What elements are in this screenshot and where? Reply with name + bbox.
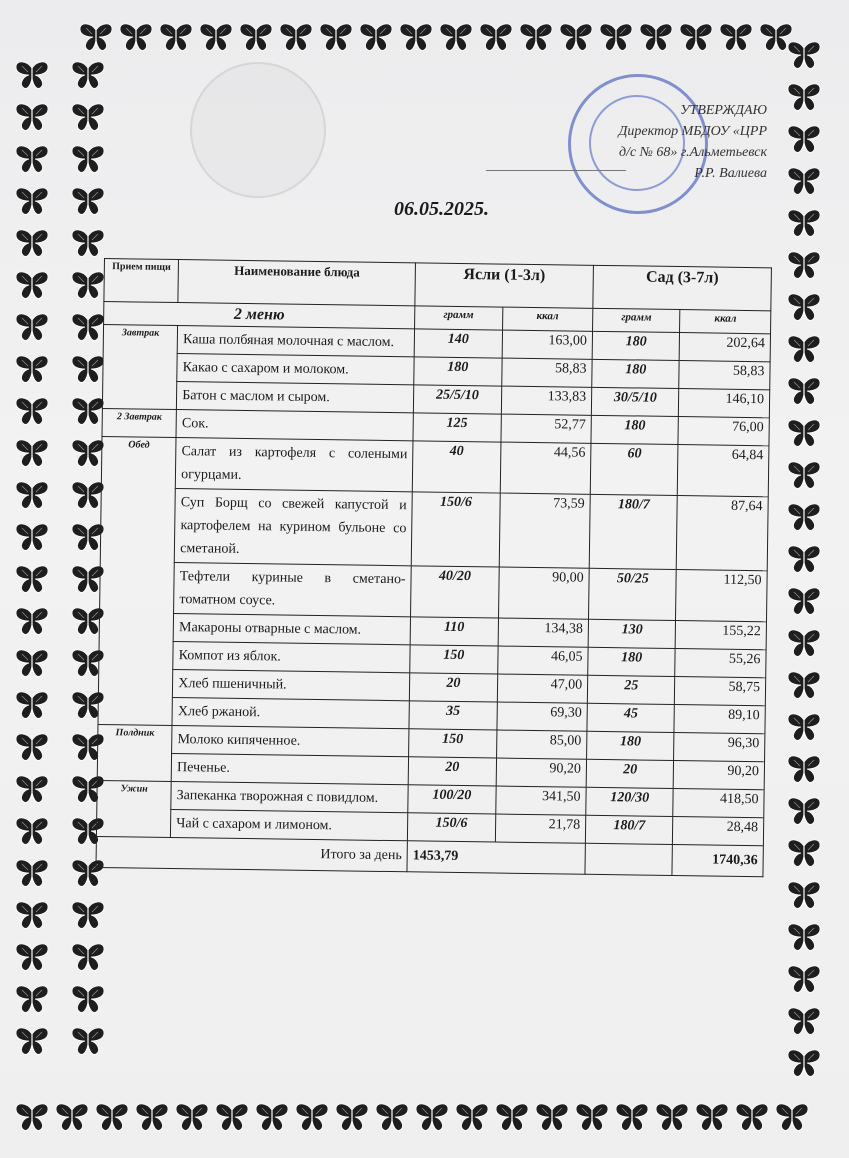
col-group2-header: Сад (3-7л) <box>593 265 772 310</box>
butterfly-icon <box>278 22 314 52</box>
meal-name: Завтрак <box>102 325 177 410</box>
butterfly-icon <box>786 628 822 658</box>
kcal-group2: 76,00 <box>678 417 769 446</box>
butterfly-icon <box>198 22 234 52</box>
butterfly-icon <box>70 312 106 342</box>
butterfly-icon <box>598 22 634 52</box>
col-meal-header: Прием пищи <box>104 259 179 303</box>
butterfly-icon <box>786 376 822 406</box>
butterfly-icon <box>786 292 822 322</box>
dish-name: Тефтели куриные в сметано-томатном соусе. <box>174 563 412 617</box>
butterfly-icon <box>14 774 50 804</box>
butterfly-icon <box>786 544 822 574</box>
butterfly-icon <box>786 460 822 490</box>
butterfly-icon <box>414 1102 450 1132</box>
kcal-group1: 133,83 <box>501 386 592 415</box>
butterfly-icon <box>14 984 50 1014</box>
kcal-group1: 21,78 <box>495 814 586 843</box>
dish-name: Салат из картофеля с солеными огурцами. <box>176 438 414 492</box>
butterfly-icon <box>70 186 106 216</box>
faded-seal <box>190 62 326 198</box>
butterfly-icon <box>786 166 822 196</box>
butterfly-icon <box>786 334 822 364</box>
kcal-group2: 64,84 <box>678 445 769 497</box>
butterfly-icon <box>318 22 354 52</box>
kcal-group2: 58,75 <box>675 677 766 706</box>
butterfly-icon <box>14 102 50 132</box>
kcal-group2: 55,26 <box>675 649 766 678</box>
butterfly-icon <box>774 1102 810 1132</box>
butterfly-icon <box>70 270 106 300</box>
total-group1: 1453,79 <box>407 841 585 874</box>
butterfly-icon <box>14 480 50 510</box>
butterfly-icon <box>694 1102 730 1132</box>
menu-date: 06.05.2025. <box>394 198 489 220</box>
grams-group1: 150 <box>410 645 498 674</box>
table-row <box>101 436 769 496</box>
butterfly-icon <box>14 900 50 930</box>
meal-name: Полдник <box>97 724 172 781</box>
kcal-group1: 134,38 <box>498 618 589 647</box>
butterfly-icon <box>54 1102 90 1132</box>
kcal-group1: 85,00 <box>496 730 587 759</box>
butterfly-icon <box>70 1026 106 1056</box>
kcal-group1: 58,83 <box>501 358 592 387</box>
kcal-group1: 69,30 <box>497 702 588 731</box>
grams-group2: 180 <box>587 731 675 760</box>
grams-group2: 50/25 <box>589 568 677 620</box>
dish-name: Какао с сахаром и молоком. <box>177 354 414 385</box>
dish-name: Хлеб ржаной. <box>172 698 409 729</box>
butterfly-icon <box>518 22 554 52</box>
kcal-group2: 90,20 <box>674 761 765 790</box>
dish-name: Молоко кипяченное. <box>172 725 409 756</box>
butterfly-icon <box>438 22 474 52</box>
butterfly-icon <box>786 1048 822 1078</box>
butterfly-icon <box>574 1102 610 1132</box>
butterfly-icon <box>94 1102 130 1132</box>
kcal-group2: 87,64 <box>677 496 769 571</box>
butterfly-icon <box>786 838 822 868</box>
butterfly-icon <box>254 1102 290 1132</box>
grams-group2: 60 <box>590 443 678 495</box>
butterfly-icon <box>14 396 50 426</box>
butterfly-icon <box>14 732 50 762</box>
meal-name: Обед <box>98 436 176 725</box>
grams-group2: 45 <box>587 703 675 732</box>
approve-director: Директор МБДОУ «ЦРР <box>618 124 767 139</box>
kcal-group2: 418,50 <box>673 789 764 818</box>
dish-name: Макароны отварные с маслом. <box>173 614 410 645</box>
approval-block <box>618 100 767 184</box>
butterfly-icon <box>14 438 50 468</box>
butterfly-icon <box>534 1102 570 1132</box>
butterfly-icon <box>14 522 50 552</box>
grams-group2: 20 <box>586 759 674 788</box>
approve-word: УТВЕРЖДАЮ <box>680 103 767 118</box>
butterfly-icon <box>14 816 50 846</box>
kcal-group1: 47,00 <box>497 674 588 703</box>
approve-org: д/с № 68» г.Альметьевск <box>618 145 767 160</box>
butterfly-icon <box>70 144 106 174</box>
butterfly-icon <box>786 796 822 826</box>
grams-group2: 180/7 <box>585 815 673 844</box>
dish-name: Печенье. <box>171 753 408 784</box>
grams-group1: 20 <box>408 757 496 786</box>
grams-group1: 125 <box>413 413 501 442</box>
butterfly-icon <box>14 144 50 174</box>
butterfly-icon <box>786 40 822 70</box>
butterfly-icon <box>70 984 106 1014</box>
kcal-group1: 163,00 <box>502 330 593 359</box>
butterfly-icon <box>14 606 50 636</box>
butterfly-icon <box>118 22 154 52</box>
dish-name: Хлеб пшеничный. <box>173 670 410 701</box>
table-row <box>100 561 768 621</box>
grams-group2: 30/5/10 <box>591 387 679 416</box>
grams-group1: 180 <box>414 357 502 386</box>
dish-name: Суп Борщ со свежей капустой и картофелем на курином бульоне со сметаной. <box>174 489 412 566</box>
table-row <box>100 487 768 570</box>
butterfly-icon <box>358 22 394 52</box>
dish-name: Каша полбяная молочная с маслом. <box>177 326 414 357</box>
kcal-group2: 155,22 <box>676 621 767 650</box>
butterfly-icon <box>14 228 50 258</box>
signature-line <box>486 170 626 171</box>
kcal-group1: 44,56 <box>500 442 591 494</box>
butterfly-icon <box>70 228 106 258</box>
col-group1-header: Ясли (1-3л) <box>415 263 594 308</box>
dish-name: Чай с сахаром и лимоном. <box>171 809 408 840</box>
grams-group2: 25 <box>587 675 675 704</box>
butterfly-icon <box>14 354 50 384</box>
unit-kcal-2: ккал <box>680 310 771 334</box>
kcal-group1: 90,20 <box>496 758 587 787</box>
dish-name: Запеканка творожная с повидлом. <box>171 781 408 812</box>
butterfly-icon <box>786 586 822 616</box>
grams-group1: 40 <box>412 441 500 493</box>
kcal-group2: 58,83 <box>679 361 770 390</box>
butterfly-icon <box>14 312 50 342</box>
unit-gram-2: грамм <box>593 308 681 332</box>
kcal-group2: 112,50 <box>676 570 767 622</box>
kcal-group2: 89,10 <box>674 705 765 734</box>
grams-group2: 180 <box>592 359 680 388</box>
kcal-group1: 90,00 <box>498 567 589 619</box>
butterfly-icon <box>70 396 106 426</box>
butterfly-icon <box>734 1102 770 1132</box>
dish-name: Компот из яблок. <box>173 642 410 673</box>
butterfly-icon <box>70 60 106 90</box>
grams-group2: 180/7 <box>589 494 677 569</box>
kcal-group1: 46,05 <box>497 646 588 675</box>
butterfly-icon <box>70 900 106 930</box>
kcal-group2: 146,10 <box>679 389 770 418</box>
butterfly-icon <box>14 858 50 888</box>
butterfly-icon <box>786 964 822 994</box>
butterfly-icon <box>294 1102 330 1132</box>
butterfly-icon <box>14 564 50 594</box>
butterfly-icon <box>678 22 714 52</box>
grams-group1: 25/5/10 <box>413 385 501 414</box>
kcal-group2: 96,30 <box>674 733 765 762</box>
grams-group1: 20 <box>409 673 497 702</box>
butterfly-icon <box>786 712 822 742</box>
approve-signer: Р.Р. Валиева <box>694 166 767 181</box>
butterfly-icon <box>454 1102 490 1132</box>
butterfly-icon <box>14 270 50 300</box>
butterfly-icon <box>14 186 50 216</box>
dish-name: Батон с маслом и сыром. <box>177 382 414 413</box>
meal-name: 2 Завтрак <box>102 408 177 437</box>
butterfly-icon <box>614 1102 650 1132</box>
butterfly-icon <box>786 502 822 532</box>
butterfly-icon <box>478 22 514 52</box>
grams-group1: 40/20 <box>411 566 499 618</box>
butterfly-icon <box>786 82 822 112</box>
butterfly-icon <box>786 124 822 154</box>
grams-group1: 110 <box>410 617 498 646</box>
butterfly-icon <box>70 102 106 132</box>
butterfly-icon <box>174 1102 210 1132</box>
butterfly-icon <box>14 942 50 972</box>
butterfly-icon <box>786 208 822 238</box>
kcal-group1: 341,50 <box>495 786 586 815</box>
kcal-group1: 52,77 <box>501 414 592 443</box>
butterfly-icon <box>786 922 822 952</box>
grams-group1: 35 <box>409 701 497 730</box>
butterfly-icon <box>786 250 822 280</box>
butterfly-icon <box>718 22 754 52</box>
butterfly-icon <box>134 1102 170 1132</box>
grams-group2: 120/30 <box>586 787 674 816</box>
butterfly-icon <box>558 22 594 52</box>
butterfly-icon <box>638 22 674 52</box>
unit-gram-1: грамм <box>415 306 503 330</box>
butterfly-icon <box>786 1006 822 1036</box>
butterfly-icon <box>14 648 50 678</box>
butterfly-icon <box>238 22 274 52</box>
butterfly-icon <box>14 60 50 90</box>
total-label: Итого за день <box>96 836 408 871</box>
grams-group1: 150/6 <box>411 492 499 567</box>
butterfly-icon <box>14 1026 50 1056</box>
grams-group1: 150 <box>409 729 497 758</box>
kcal-group2: 28,48 <box>673 817 764 846</box>
dish-name: Сок. <box>176 410 413 441</box>
butterfly-icon <box>374 1102 410 1132</box>
kcal-group1: 73,59 <box>499 493 591 568</box>
kcal-group2: 202,64 <box>680 333 771 362</box>
grams-group2: 180 <box>592 331 680 360</box>
butterfly-icon <box>158 22 194 52</box>
butterfly-icon <box>654 1102 690 1132</box>
grams-group2: 130 <box>588 619 676 648</box>
butterfly-icon <box>398 22 434 52</box>
total-empty <box>585 843 673 875</box>
butterfly-icon <box>14 690 50 720</box>
meal-name: Ужин <box>96 780 171 837</box>
butterfly-icon <box>70 942 106 972</box>
butterfly-icon <box>78 22 114 52</box>
menu-body <box>96 325 770 846</box>
col-dish-header: Наименование блюда <box>178 260 415 306</box>
total-group2: 1740,36 <box>672 844 763 876</box>
butterfly-icon <box>214 1102 250 1132</box>
grams-group1: 140 <box>414 329 502 358</box>
butterfly-icon <box>786 670 822 700</box>
grams-group1: 150/6 <box>408 813 496 842</box>
grams-group2: 180 <box>591 415 679 444</box>
butterfly-icon <box>334 1102 370 1132</box>
butterfly-icon <box>786 754 822 784</box>
butterfly-icon <box>786 418 822 448</box>
grams-group2: 180 <box>588 647 676 676</box>
butterfly-icon <box>494 1102 530 1132</box>
menu-table <box>95 258 771 877</box>
butterfly-icon <box>786 880 822 910</box>
butterfly-icon <box>70 354 106 384</box>
butterfly-icon <box>14 1102 50 1132</box>
unit-kcal-1: ккал <box>502 307 593 331</box>
grams-group1: 100/20 <box>408 785 496 814</box>
menu-number: 2 меню <box>104 302 415 329</box>
